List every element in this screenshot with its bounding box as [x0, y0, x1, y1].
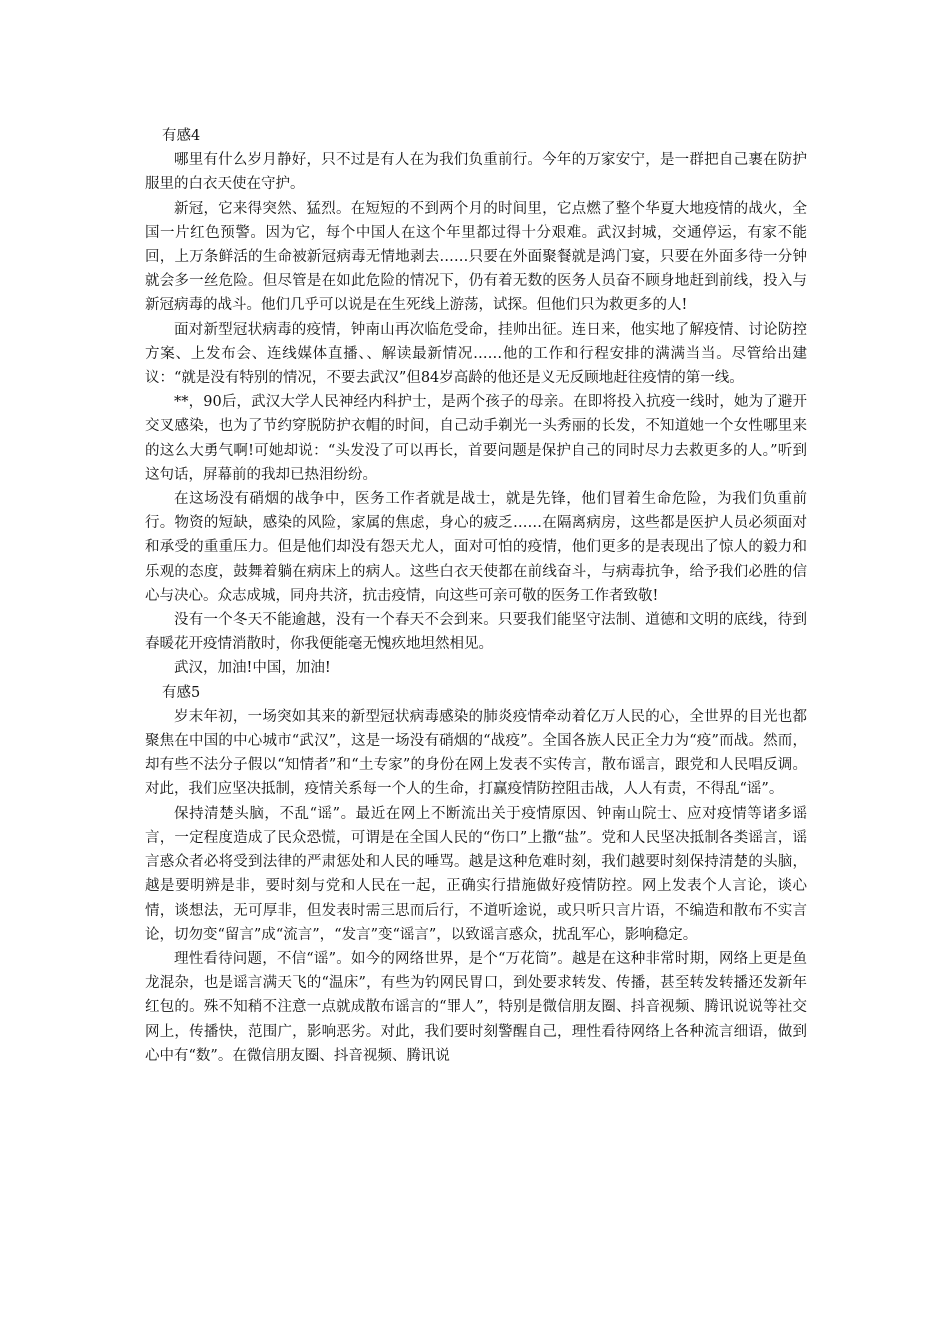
- section-5-title: 有感5: [162, 684, 201, 701]
- paragraph: 岁末年初，一场突如其来的新型冠状病毒感染的肺炎疫情牵动着亿万人民的心，全世界的目光也都聚焦在中国的中心城市“武汉”，这是一场没有硝烟的“战疫”。全国各族人民正全力为“疫”而战。然而，却有些不法分子假以“知情者”和“土专家”的身份在网上发表不实传言，散布谣言，跟党和人民唱反调。对此，我们应坚决抵制，疫情关系每一个人的生命，打赢疫情防控阻击战，人人有责，不得乱“谣”。: [145, 708, 807, 798]
- paragraph: 面对新型冠状病毒的疫情，钟南山再次临危受命，挂帅出征。连日来，他实地了解疫情、讨论防控方案、上发布会、连线媒体直播、、解读最新情况……他的工作和行程安排的满满当当。尽管给出建议：“就是没有特别的情况，不要去武汉”但84岁高龄的他还是义无反顾地赶往疫情的第一线。: [145, 321, 807, 387]
- paragraph: 理性看待问题，不信“谣”。如今的网络世界，是个“万花筒”。越是在这种非常时期，网络上更是鱼龙混杂，也是谣言满天飞的“温床”，有些为钓网民胃口，到处要求转发、传播，甚至转发转播还发新年红包的。殊不知稍不注意一点就成散布谣言的“罪人”，特别是微信朋友圈、抖音视频、腾讯说说等社交网上，传播快，范围广，影响恶劣。对此，我们要时刻警醒自己，理性看待网络上各种流言细语，做到心中有“数”。在微信朋友圈、抖音视频、腾讯说: [145, 950, 807, 1064]
- section-4-title: 有感4: [162, 128, 201, 144]
- paragraph: 新冠，它来得突然、猛烈。在短短的不到两个月的时间里，它点燃了整个华夏大地疫情的战火，全国一片红色预警。因为它，每个中国人在这个年里都过得十分艰难。武汉封城，交通停运，有家不能回，上万条鲜活的生命被新冠病毒无情地剥去……只要在外面聚餐就是鸿门宴，只要在外面多待一分钟就会多一丝危险。但尽管是在如此危险的情况下，仍有着无数的医务人员奋不顾身地赶到前线，投入与新冠病毒的战斗。他们几乎可以说是在生死线上游荡，试探。但他们只为救更多的人!: [145, 200, 807, 314]
- paragraph: 在这场没有硝烟的战争中，医务工作者就是战士，就是先锋，他们冒着生命危险，为我们负重前行。物资的短缺，感染的风险，家属的焦虑，身心的疲乏……在隔离病房，这些都是医护人员必须面对和承受的重重压力。但是他们却没有怨天尤人，面对可怕的疫情，他们更多的是表现出了惊人的毅力和乐观的态度，鼓舞着躺在病床上的病人。这些白衣天使都在前线奋斗，与病毒抗争，给予我们必胜的信心与决心。众志成城，同舟共济，抗击疫情，向这些可亲可敬的医务工作者致敬!: [145, 491, 807, 604]
- paragraph: **，90后，武汉大学人民神经内科护士，是两个孩子的母亲。在即将投入抗疫一线时，她为了避开交叉感染，也为了节约穿脱防护衣帽的时间，自己动手剃光一头秀丽的长发，不知道她一个女性哪里来的这么大勇气啊!可她却说：“头发没了可以再长，首要问题是保护自己的同时尽力去救更多的人。”听到这句话，屏幕前的我却已热泪纷纷。: [145, 394, 807, 483]
- document-page: [145, 124, 807, 1068]
- paragraph: 武汉，加油!中国，加油!: [174, 660, 331, 677]
- paragraph: 保持清楚头脑，不乱“谣”。最近在网上不断流出关于疫情原因、钟南山院士、应对疫情等诸多谣言，一定程度造成了民众恐慌，可谓是在全国人民的“伤口”上撒“盐”。党和人民坚决抵制各类谣言，谣言惑众者必将受到法律的严肃惩处和人民的唾骂。越是这种危难时刻，我们越要时刻保持清楚的头脑，越是要明辨是非，要时刻与党和人民在一起，正确实行措施做好疫情防控。网上发表个人言论，谈心情，谈想法，无可厚非，但发表时需三思而后行，不道听途说，或只听只言片语，不编造和散布不实言论，切勿变“留言”成“流言”，“发言”变“谣言”，以致谣言惑众，扰乱军心，影响稳定。: [145, 805, 807, 943]
- paragraph: 没有一个冬天不能逾越，没有一个春天不会到来。只要我们能坚守法制、道德和文明的底线，待到春暖花开疫情消散时，你我便能毫无愧疚地坦然相见。: [145, 612, 807, 653]
- paragraph: 哪里有什么岁月静好，只不过是有人在为我们负重前行。今年的万家安宁，是一群把自己裹在防护服里的白衣天使在守护。: [145, 152, 807, 193]
